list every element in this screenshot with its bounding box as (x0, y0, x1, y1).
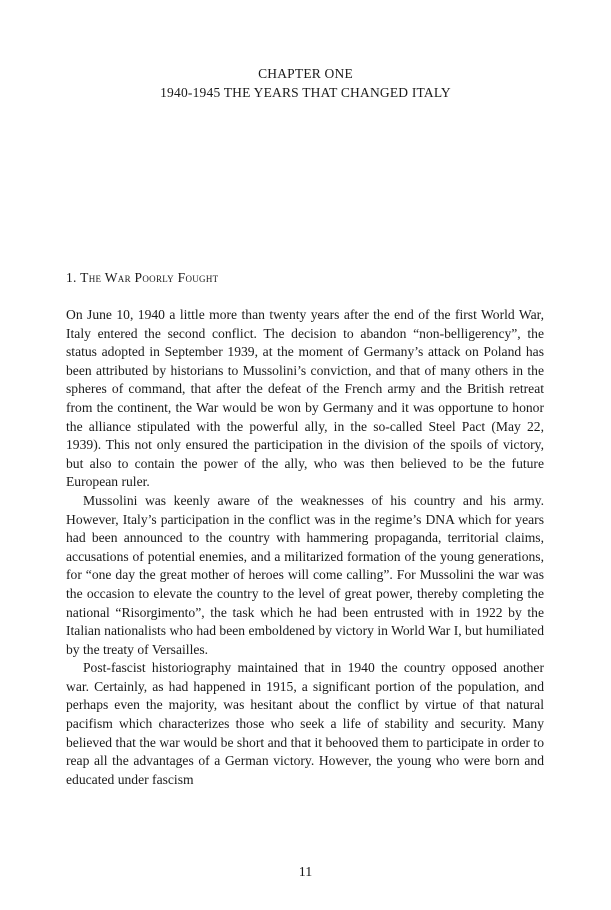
paragraph-3: Post-fascist historiography maintained that in 1940 the country opposed another war. Certainly, as had happened in 1915, a significant portion of the population, and perhaps even the majority, was hesitant about the conflict by virtue of that natural pacifism which characterizes those who seek a life of stability and security. Many believed that the war would be short and that it behooved them to participate in order to reap all the advantages of a German victory. However, the young who were born and educated under fascism (66, 660, 544, 787)
chapter-label: CHAPTER ONE (258, 66, 353, 81)
paragraph-2: Mussolini was keenly aware of the weaknesses of his country and his army. However, Italy’s participation in the conflict was in the regime’s DNA which for years had been announced to the country with hammering propaganda, territorial claims, accusations of potential enemies, and a militarized formation of the young generations, for “one day the great mother of heroes will come calling”. For Mussolini the war was the occasion to elevate the country to the level of great power, thereby completing the national “Risorgimento”, the task which he had been entrusted with in 1922 by the Italian nationalists who had been emboldened by victory in World War I, but humiliated by the treaty of Versailles. (66, 492, 544, 657)
page-number: 11 (298, 865, 313, 880)
paragraph-1: On June 10, 1940 a little more than twenty years after the end of the first World War, Italy entered the second conflict. The decision to abandon “non-belligerency”, the status adopted in September 1939, at the moment of Germany’s attack on Poland has been attributed by historians to Mussolini’s conviction, and that of many others in the spheres of command, that after the defeat of the French army and the British retreat from the continent, the War would be won by Germany and it was opportune to honor the alliance stipulated with the powerful ally, in the so-called Steel Pact (May 22, 1939). This not only ensured the participation in the division of the spoils of victory, but also to contain the power of the ally, who was then believed to be the future European ruler. (66, 307, 544, 490)
chapter-title: 1940-1945 THE YEARS THAT CHANGED ITALY (160, 85, 451, 100)
body-text (66, 306, 544, 789)
chapter-header (0, 64, 611, 102)
section-heading: 1. The War Poorly Fought (66, 270, 219, 285)
